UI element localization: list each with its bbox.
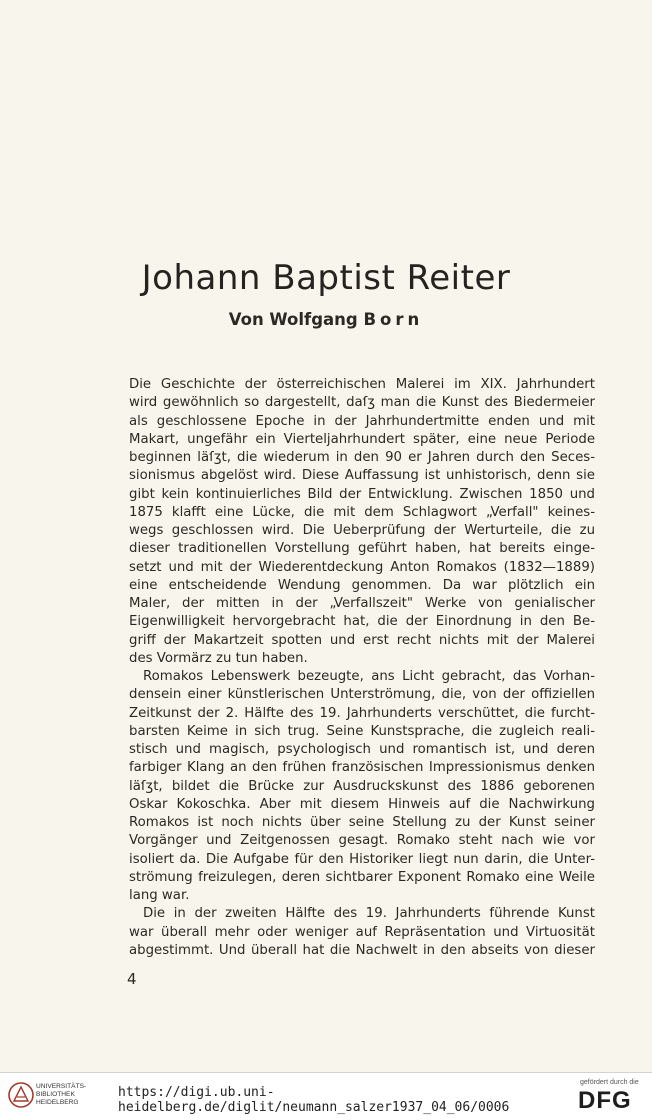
article-body [129,376,595,960]
text-line: setzt und mit der Wiederentdeckung Anton Romakos (1832—1889) [129,559,595,575]
text-line: eine entscheidende Wendung genommen. Da war plötzlich ein [129,577,595,593]
text-line: wegs geschlossen wird. Die Ueberprüfung der Werturteile, die zu [129,523,595,538]
university-library-label[interactable] [36,1083,86,1107]
text-line: als geschlossene Epoche in der Jahrhundertmitte enden und mit [129,413,595,429]
university-label-line: HEIDELBERG [36,1099,79,1106]
text-line: Die in der zweiten Hälfte des 19. Jahrhunderts führende Kunst [143,906,595,922]
text-line: farbiger Klang an den frühen französischen Impressionismus denken [129,760,595,776]
permalink-url[interactable]: https://digi.ub.uni-heidelberg.de/diglit/neumann_salzer1937_04_06/0006 [118,1085,510,1115]
text-line: wird gewöhnlich so dargestellt, daſʒ man die Kunst des Biedermeier [129,395,595,411]
text-line: Zeitkunst der 2. Hälfte des 19. Jahrhunderts verschüttet, die furcht- [129,705,595,721]
text-line: Oskar Kokoschka. Aber mit diesem Hinweis auf die Nachwirkung [129,796,595,812]
text-line: Die Geschichte der österreichischen Malerei im XIX. Jahrhundert [129,377,595,392]
text-line: isoliert da. Die Aufgabe für den Historiker liegt nun darin, die Unter- [129,851,595,867]
article-title: Johann Baptist Reiter [141,258,511,298]
byline-prefix: Von Wolfgang [228,310,358,329]
text-line: 1875 klafft eine Lücke, die mit dem Schlagwort „Verfall" keines- [129,504,595,520]
text-line: barsten Keime in sich trug. Seine Kunstsprache, die zugleich reali- [129,723,595,739]
text-line: dieser traditionellen Vorstellung geführt haben, hat bereits einge- [129,541,595,557]
university-seal-icon[interactable] [8,1081,34,1109]
article-byline [0,310,652,329]
text-line: des Vormärz zu tun haben. [129,650,308,666]
text-line: griff der Makartzeit spotten und erst recht nichts mit der Malerei [129,632,595,648]
text-line: lang war. [129,888,190,903]
text-line: war überall mehr oder weniger auf Repräsentation und Virtuosität [129,924,595,940]
text-line: stisch und magisch, psychologisch und romantisch ist, und deren [129,742,595,757]
text-line: densein einer künstlerischen Unterströmung, die, von der offiziellen [129,687,595,703]
university-label-line: BIBLIOTHEK [36,1091,75,1098]
text-line: läſʒt, bildet die Brücke zur Ausdruckskunst des 1886 geborenen [129,778,595,794]
text-line: sionismus abgelöst wird. Diese Auffassung ist unhistorisch, denn sie [129,468,595,484]
text-line: Maler, der mitten in der „Verfallszeit" Werke von genialischer [129,596,595,611]
text-line: Romakos Lebenswerk bezeugte, ans Licht gebracht, das Vorhan- [143,669,595,684]
text-line: gibt kein kontinuierliches Bild der Entwicklung. Zwischen 1850 und [129,486,595,502]
text-line: strömung freizulegen, deren sichtbarer Exponent Romako eine Weile [129,869,595,885]
text-line: Makart, ungefähr ein Vierteljahrhundert später, eine neue Periode [129,431,595,447]
dfg-logo[interactable]: DFG [578,1087,632,1114]
university-label-line: UNIVERSITÄTS- [36,1083,87,1090]
text-line: beginnen läſʒt, die wiederum in den 90 er Jahren durch den Seces- [129,450,595,465]
page-number: 4 [127,970,137,988]
funded-by-label: gefördert durch die [580,1079,639,1086]
text-line: Romakos ist noch nichts über seine Stellung zu der Kunst seiner [129,815,595,830]
byline-author-name: Born [363,310,424,329]
text-line: Eigenwilligkeit hervorgebracht hat, die der Einordnung in den Be- [129,614,595,630]
text-line: abgestimmt. Und überall hat die Nachwelt in den abseits von dieser [129,942,595,958]
footer-bar [0,1072,652,1120]
text-line: Vorgänger und Zeitgenossen gesagt. Romako steht nach wie vor [129,833,595,849]
